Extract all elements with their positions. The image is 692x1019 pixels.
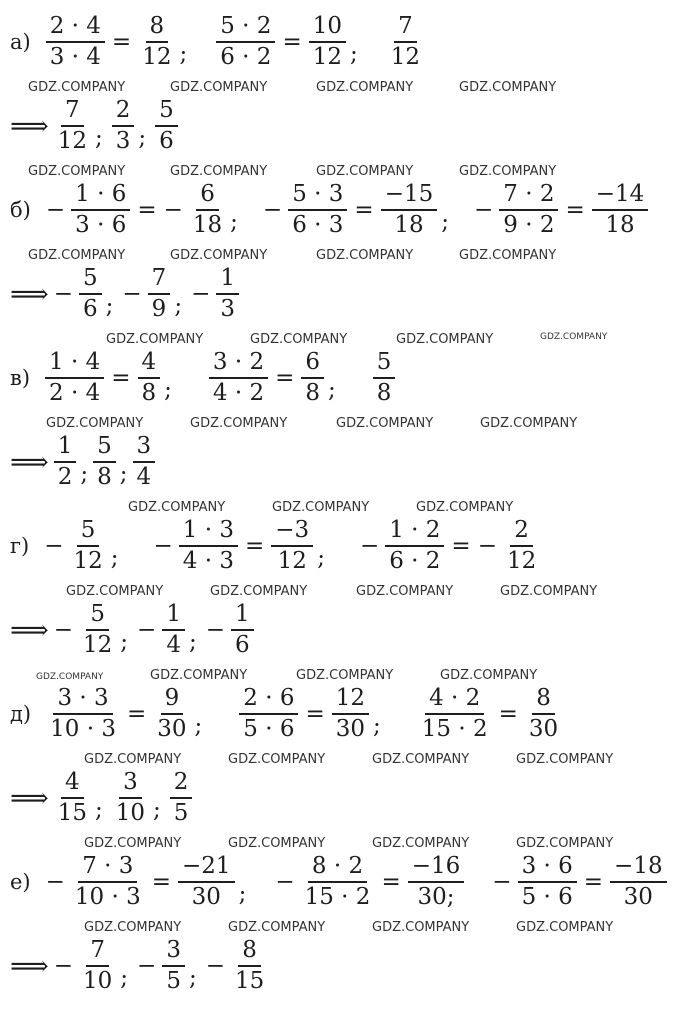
- fraction: [179, 518, 238, 575]
- denominator: 15 · 2: [421, 716, 488, 743]
- minus-sign: −: [477, 533, 497, 560]
- numerator: 12: [332, 686, 369, 715]
- fraction: [138, 14, 175, 71]
- numerator: 5 · 2: [216, 14, 275, 43]
- equation-line: [10, 350, 428, 407]
- equals-sign: =: [126, 701, 147, 728]
- fraction: [301, 854, 375, 911]
- denominator: 30: [623, 884, 653, 911]
- numerator: 7: [394, 14, 417, 43]
- numerator: 5: [93, 434, 116, 463]
- denominator: 6: [159, 128, 174, 155]
- fraction: [148, 266, 171, 323]
- fraction: [153, 686, 190, 743]
- numerator: 9: [161, 686, 184, 715]
- numerator: 4: [138, 350, 161, 379]
- separator: ;: [238, 880, 247, 907]
- denominator: 6: [234, 632, 250, 659]
- watermark-text: GDZ.COMPANY: [28, 164, 126, 179]
- numerator: 2 · 6: [239, 686, 298, 715]
- fraction: [373, 350, 396, 407]
- denominator: 30: [335, 716, 366, 743]
- watermark-text: GDZ.COMPANY: [106, 332, 204, 347]
- watermark-text: GDZ.COMPANY: [540, 332, 608, 342]
- numerator: 1: [162, 602, 185, 631]
- equation-group: [206, 350, 340, 407]
- separator: ;: [153, 796, 161, 823]
- minus-sign: −: [205, 617, 225, 644]
- denominator: 3: [115, 128, 131, 155]
- denominator: 12: [142, 44, 172, 71]
- denominator: 6 · 3: [292, 212, 344, 239]
- equals-sign: =: [275, 365, 295, 392]
- separator: ;: [120, 964, 129, 991]
- fraction: [610, 854, 667, 911]
- numerator: 2: [170, 770, 193, 799]
- denominator: 12: [83, 632, 113, 659]
- numerator: 6: [196, 182, 219, 211]
- watermark-text: GDZ.COMPANY: [440, 668, 538, 683]
- fraction: [387, 14, 424, 71]
- watermark-text: GDZ.COMPANY: [84, 752, 182, 767]
- denominator: 12: [390, 44, 421, 71]
- watermark-text: GDZ.COMPANY: [336, 416, 434, 431]
- fraction: [231, 602, 254, 659]
- denominator: 12: [73, 548, 103, 575]
- separator: ;: [138, 124, 147, 151]
- fraction: [79, 938, 116, 995]
- fraction: [69, 518, 106, 575]
- minus-sign: −: [53, 281, 73, 308]
- equals-sign: =: [137, 197, 157, 224]
- numerator: 1 · 6: [71, 182, 130, 211]
- equation-group: [471, 182, 651, 239]
- watermark-text: GDZ.COMPANY: [372, 836, 470, 851]
- denominator: 30: [157, 716, 187, 743]
- denominator: 12: [312, 44, 342, 71]
- equation-line: [10, 686, 595, 743]
- separator: ;: [95, 124, 103, 151]
- denominator: 18: [192, 212, 223, 239]
- watermark-text: GDZ.COMPANY: [36, 672, 104, 682]
- minus-sign: −: [137, 953, 157, 980]
- equals-sign: =: [498, 701, 518, 728]
- section-label: б): [10, 198, 31, 223]
- numerator: 1: [216, 266, 239, 295]
- fraction: [162, 938, 185, 995]
- fraction: [216, 266, 239, 323]
- denominator: 4 · 2: [212, 380, 265, 407]
- denominator: 30;: [417, 884, 455, 911]
- fraction: [381, 182, 438, 239]
- minus-sign: −: [163, 197, 183, 224]
- equals-sign: =: [381, 869, 401, 896]
- separator: ;: [174, 292, 183, 319]
- minus-sign: −: [53, 953, 73, 980]
- watermark-text: GDZ.COMPANY: [316, 248, 414, 263]
- denominator: 10: [115, 800, 146, 827]
- watermark-text: GDZ.COMPANY: [190, 416, 288, 431]
- watermark-text: GDZ.COMPANY: [150, 668, 248, 683]
- denominator: 9: [151, 296, 167, 323]
- equation-line: [10, 182, 669, 239]
- watermark-text: GDZ.COMPANY: [316, 80, 414, 95]
- equation-group: [213, 14, 362, 71]
- watermark-text: GDZ.COMPANY: [396, 332, 494, 347]
- fraction: [79, 266, 102, 323]
- section-label: а): [10, 30, 31, 55]
- fraction: [231, 938, 268, 995]
- numerator: 7: [148, 266, 171, 295]
- denominator: 12: [277, 548, 307, 575]
- denominator: 12: [57, 128, 87, 155]
- implies-arrow: ⟹: [10, 446, 49, 478]
- numerator: 2: [510, 518, 533, 547]
- equals-sign: =: [565, 197, 585, 224]
- numerator: −16: [408, 854, 465, 883]
- denominator: 2 · 4: [49, 380, 101, 407]
- equals-sign: =: [305, 701, 325, 728]
- denominator: 30: [528, 716, 559, 743]
- implies-arrow: ⟹: [10, 110, 49, 142]
- separator: ;: [194, 712, 203, 739]
- numerator: −21: [178, 854, 235, 883]
- watermark-text: GDZ.COMPANY: [228, 752, 326, 767]
- watermark-text: GDZ.COMPANY: [500, 584, 598, 599]
- numerator: 6: [301, 350, 324, 379]
- equals-sign: =: [111, 365, 131, 392]
- equation-group: [236, 686, 385, 743]
- fraction: [112, 98, 135, 155]
- fraction: [209, 350, 268, 407]
- denominator: 3 · 6: [75, 212, 127, 239]
- fraction: [385, 518, 444, 575]
- equation-group: [42, 350, 176, 407]
- denominator: 12: [506, 548, 537, 575]
- numerator: 3 · 3: [53, 686, 112, 715]
- implies-arrow: ⟹: [10, 278, 49, 310]
- separator: ;: [328, 376, 336, 403]
- fraction: [155, 98, 178, 155]
- numerator: 3 · 2: [209, 350, 268, 379]
- fraction: [71, 182, 130, 239]
- denominator: 15: [234, 968, 265, 995]
- minus-sign: −: [191, 281, 211, 308]
- fraction: [138, 350, 161, 407]
- separator: ;: [119, 460, 128, 487]
- watermark-text: GDZ.COMPANY: [128, 500, 226, 515]
- denominator: 30: [191, 884, 221, 911]
- denominator: 10: [83, 968, 113, 995]
- denominator: 4 · 3: [182, 548, 234, 575]
- separator: ;: [120, 628, 129, 655]
- denominator: 5 · 6: [243, 716, 295, 743]
- minus-sign: −: [153, 533, 173, 560]
- numerator: 2 · 4: [46, 14, 105, 43]
- fraction: [216, 14, 275, 71]
- minus-sign: −: [205, 953, 225, 980]
- denominator: 6 · 2: [389, 548, 441, 575]
- fraction: [239, 686, 298, 743]
- fraction: [133, 434, 156, 491]
- denominator: 6: [83, 296, 98, 323]
- equation-group: [43, 182, 242, 239]
- denominator: 4: [166, 632, 181, 659]
- minus-sign: −: [492, 869, 512, 896]
- implies-arrow: ⟹: [10, 782, 49, 814]
- numerator: 5: [79, 266, 102, 295]
- fraction: [162, 602, 185, 659]
- separator: ;: [164, 376, 172, 403]
- answer-line: [10, 266, 242, 323]
- separator: ;: [230, 208, 238, 235]
- separator: ;: [80, 460, 89, 487]
- watermark-text: GDZ.COMPANY: [250, 332, 348, 347]
- separator: ;: [95, 796, 103, 823]
- numerator: 4: [61, 770, 84, 799]
- watermark-text: GDZ.COMPANY: [516, 752, 614, 767]
- equation-group: [384, 14, 427, 71]
- watermark-text: GDZ.COMPANY: [228, 836, 326, 851]
- numerator: 3 · 6: [518, 854, 577, 883]
- numerator: 7 · 2: [499, 182, 558, 211]
- equation-group: [260, 182, 453, 239]
- fraction: [309, 14, 346, 71]
- numerator: 1: [54, 434, 77, 463]
- equals-sign: =: [151, 869, 172, 896]
- denominator: 18: [605, 212, 635, 239]
- denominator: 5 · 6: [521, 884, 573, 911]
- watermark-text: GDZ.COMPANY: [372, 920, 470, 935]
- fraction: [301, 350, 324, 407]
- numerator: 5: [373, 350, 396, 379]
- separator: ;: [350, 40, 358, 67]
- equation-group: [41, 518, 122, 575]
- fraction: [170, 770, 193, 827]
- fraction: [592, 182, 649, 239]
- watermark-text: GDZ.COMPANY: [66, 584, 164, 599]
- separator: ;: [441, 208, 449, 235]
- numerator: 8: [146, 14, 169, 43]
- equals-sign: =: [282, 29, 302, 56]
- numerator: 8: [532, 686, 555, 715]
- numerator: 5 · 3: [288, 182, 347, 211]
- numerator: 1: [231, 602, 254, 631]
- numerator: 8 · 2: [308, 854, 367, 883]
- numerator: 8: [238, 938, 261, 967]
- numerator: 5: [77, 518, 100, 547]
- numerator: −18: [610, 854, 667, 883]
- separator: ;: [110, 544, 119, 571]
- watermark-text: GDZ.COMPANY: [170, 80, 268, 95]
- separator: ;: [105, 292, 114, 319]
- minus-sign: −: [262, 197, 283, 224]
- section-label: в): [10, 366, 31, 391]
- watermark-text: GDZ.COMPANY: [228, 920, 326, 935]
- minus-sign: −: [44, 533, 64, 560]
- equation-group: [415, 686, 565, 743]
- fraction: [525, 686, 562, 743]
- equals-sign: =: [583, 869, 604, 896]
- numerator: −3: [271, 518, 313, 547]
- fraction: [178, 854, 235, 911]
- fraction: [54, 98, 91, 155]
- answer-line: [10, 602, 257, 659]
- equation-line: [10, 854, 692, 911]
- denominator: 5: [166, 968, 181, 995]
- fraction: [288, 182, 347, 239]
- numerator: 3: [119, 770, 142, 799]
- numerator: 2: [112, 98, 135, 127]
- implies-arrow: ⟹: [10, 614, 49, 646]
- fraction: [332, 686, 369, 743]
- denominator: 8: [97, 464, 112, 491]
- fraction: [54, 770, 91, 827]
- watermark-text: GDZ.COMPANY: [459, 248, 557, 263]
- minus-sign: −: [275, 869, 295, 896]
- watermark-text: GDZ.COMPANY: [84, 836, 182, 851]
- denominator: 6 · 2: [220, 44, 272, 71]
- denominator: 8: [376, 380, 392, 407]
- watermark-text: GDZ.COMPANY: [459, 164, 557, 179]
- equals-sign: =: [451, 533, 471, 560]
- denominator: 8: [305, 380, 321, 407]
- watermark-text: GDZ.COMPANY: [416, 500, 514, 515]
- minus-sign: −: [359, 533, 380, 560]
- equation-group: [151, 518, 329, 575]
- numerator: −15: [381, 182, 438, 211]
- numerator: 10: [309, 14, 346, 43]
- numerator: 7: [86, 938, 109, 967]
- separator: ;: [188, 628, 197, 655]
- section-label: д): [10, 702, 32, 727]
- watermark-text: GDZ.COMPANY: [28, 80, 126, 95]
- fraction: [79, 602, 116, 659]
- denominator: 2: [57, 464, 73, 491]
- watermark-text: GDZ.COMPANY: [272, 500, 370, 515]
- equation-group: [489, 854, 669, 911]
- watermark-text: GDZ.COMPANY: [170, 164, 268, 179]
- watermark-text: GDZ.COMPANY: [296, 668, 394, 683]
- equation-group: [272, 854, 467, 911]
- denominator: 9 · 2: [503, 212, 555, 239]
- fraction: [45, 350, 104, 407]
- fraction: [503, 518, 540, 575]
- answer-line: [10, 434, 158, 491]
- denominator: 4: [136, 464, 152, 491]
- equation-group: [43, 14, 192, 71]
- fraction: [418, 686, 492, 743]
- watermark-text: GDZ.COMPANY: [170, 248, 268, 263]
- fraction: [93, 434, 116, 491]
- minus-sign: −: [122, 281, 142, 308]
- equation-line: [10, 518, 571, 575]
- fraction: [408, 854, 465, 911]
- equation-group: [43, 854, 251, 911]
- section-label: е): [10, 870, 31, 895]
- watermark-text: GDZ.COMPANY: [46, 416, 144, 431]
- watermark-text: GDZ.COMPANY: [516, 836, 614, 851]
- implies-arrow: ⟹: [10, 950, 49, 982]
- answer-line: [10, 938, 271, 995]
- equation-group: [357, 518, 543, 575]
- minus-sign: −: [45, 869, 65, 896]
- watermark-text: GDZ.COMPANY: [516, 920, 614, 935]
- equation-group: [370, 350, 399, 407]
- fraction: [46, 686, 120, 743]
- fraction: [71, 854, 145, 911]
- denominator: 3: [220, 296, 235, 323]
- numerator: 1 · 4: [45, 350, 104, 379]
- minus-sign: −: [53, 617, 73, 644]
- numerator: 1 · 2: [385, 518, 444, 547]
- equation-line: [10, 14, 449, 71]
- numerator: 3: [133, 434, 156, 463]
- fraction: [518, 854, 577, 911]
- watermark-text: GDZ.COMPANY: [84, 920, 182, 935]
- fraction: [112, 770, 149, 827]
- numerator: 1 · 3: [179, 518, 238, 547]
- section-label: г): [10, 534, 30, 559]
- separator: ;: [188, 964, 197, 991]
- watermark-text: GDZ.COMPANY: [480, 416, 578, 431]
- watermark-text: GDZ.COMPANY: [210, 584, 308, 599]
- watermark-text: GDZ.COMPANY: [316, 164, 414, 179]
- minus-sign: −: [473, 197, 494, 224]
- separator: ;: [179, 40, 188, 67]
- fraction: [46, 14, 105, 71]
- answer-line: [10, 98, 181, 155]
- denominator: 10 · 3: [50, 716, 116, 743]
- denominator: 5: [173, 800, 189, 827]
- numerator: 7 · 3: [78, 854, 137, 883]
- separator: ;: [317, 544, 325, 571]
- fraction: [499, 182, 558, 239]
- denominator: 10 · 3: [74, 884, 141, 911]
- minus-sign: −: [45, 197, 66, 224]
- equals-sign: =: [354, 197, 374, 224]
- fraction: [54, 434, 77, 491]
- equals-sign: =: [245, 533, 265, 560]
- equals-sign: =: [111, 29, 132, 56]
- minus-sign: −: [137, 617, 157, 644]
- denominator: 15 · 2: [304, 884, 371, 911]
- numerator: 5: [155, 98, 178, 127]
- denominator: 18: [394, 212, 424, 239]
- watermark-text: GDZ.COMPANY: [28, 248, 126, 263]
- numerator: 3: [162, 938, 185, 967]
- denominator: 8: [141, 380, 157, 407]
- watermark-text: GDZ.COMPANY: [372, 752, 470, 767]
- denominator: 15: [57, 800, 87, 827]
- fraction: [271, 518, 313, 575]
- watermark-text: GDZ.COMPANY: [356, 584, 454, 599]
- separator: ;: [373, 712, 381, 739]
- numerator: 5: [86, 602, 109, 631]
- numerator: 7: [61, 98, 84, 127]
- fraction: [189, 182, 226, 239]
- equation-group: [43, 686, 206, 743]
- denominator: 3 · 4: [49, 44, 101, 71]
- answer-line: [10, 770, 195, 827]
- numerator: 4 · 2: [425, 686, 484, 715]
- watermark-text: GDZ.COMPANY: [459, 80, 557, 95]
- numerator: −14: [592, 182, 649, 211]
